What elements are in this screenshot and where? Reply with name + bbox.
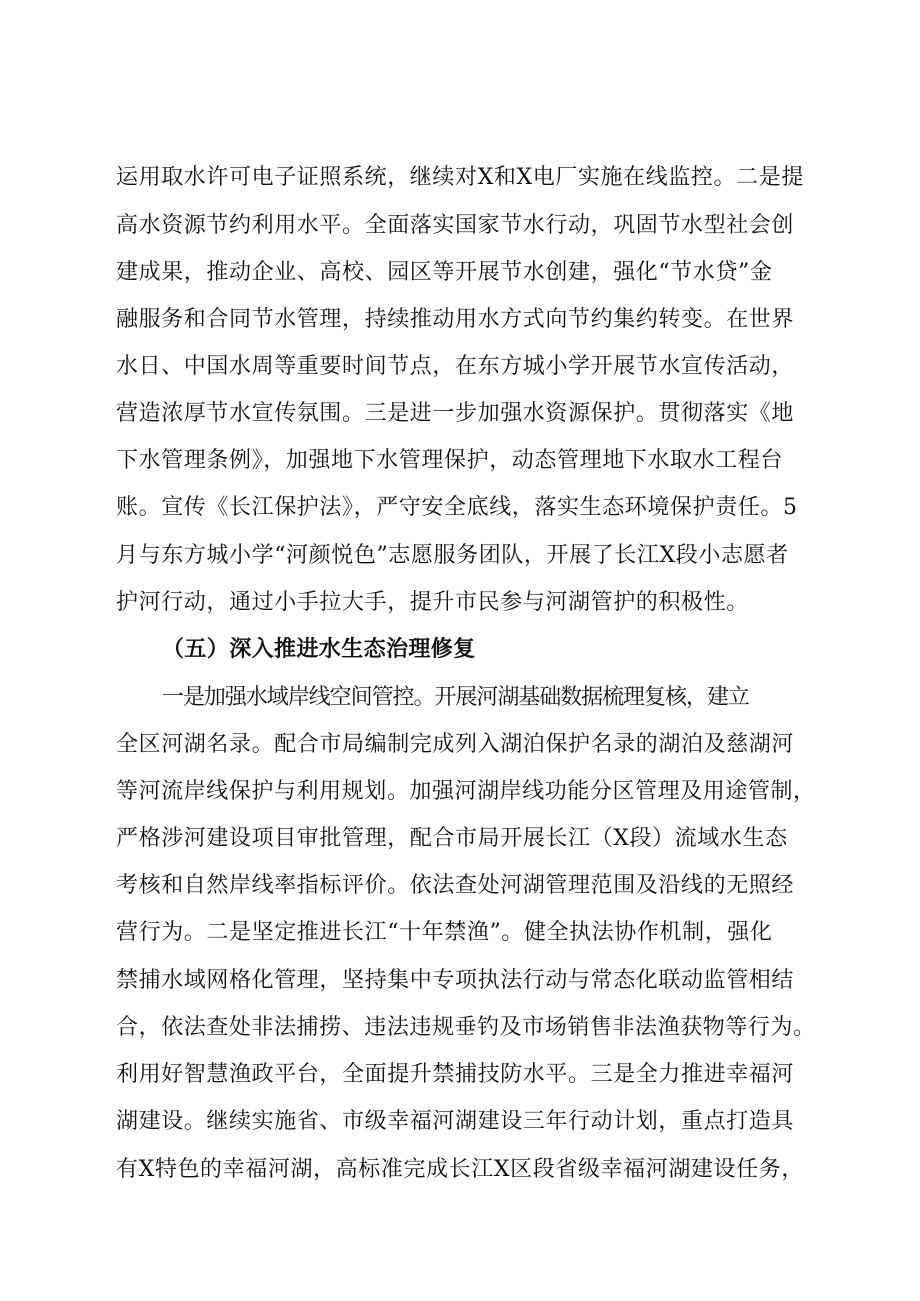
text-line: 营行为。二是坚定推进长江“十年禁渔”。健全执法协作机制，强化 bbox=[116, 920, 773, 945]
text-line: 融服务和合同节水管理，持续推动用水方式向节约集约转变。在世界 bbox=[116, 307, 795, 332]
text-line: 利用好智慧渔政平台，全面提升禁捕技防水平。三是全力推进幸福河 bbox=[116, 1062, 795, 1087]
text-line: 账。宣传《长江保护法》，严守安全底线，落实生态环境保护责任。5 bbox=[116, 495, 798, 520]
text-line: 合，依法查处非法捕捞、违法违规垂钓及市场销售非法渔获物等行为。 bbox=[116, 1015, 816, 1040]
text-line: 高水资源节约利用水平。全面落实国家节水行动，巩固节水型社会创 bbox=[116, 213, 795, 238]
text-line: 严格涉河建设项目审批管理，配合市局开展长江（X段）流域水生态 bbox=[116, 826, 788, 851]
text-line: 考核和自然岸线率指标评价。依法查处河湖管理范围及沿线的无照经 bbox=[116, 873, 795, 898]
text-line: 有X特色的幸福河湖，高标准完成长江X区段省级幸福河湖建设任务， bbox=[116, 1157, 804, 1182]
text-line: 禁捕水域网格化管理，坚持集中专项执法行动与常态化联动监管相结 bbox=[116, 968, 795, 993]
section-heading: （五）深入推进水生态治理修复 bbox=[162, 637, 476, 662]
text-line: 下水管理条例》，加强地下水管理保护，动态管理地下水取水工程台 bbox=[116, 448, 784, 473]
text-line: 等河流岸线保护与利用规划。加强河湖岸线功能分区管理及用途管制， bbox=[116, 779, 816, 804]
text-line: 营造浓厚节水宣传氛围。三是进一步加强水资源保护。贯彻落实《地 bbox=[116, 401, 795, 426]
text-line: 水日、中国水周等重要时间节点，在东方城小学开展节水宣传活动， bbox=[116, 354, 795, 379]
text-line: 护河行动，通过小手拉大手，提升市民参与河湖管护的积极性。 bbox=[116, 590, 749, 615]
text-line: 月与东方城小学“河颜悦色”志愿服务团队，开展了长江X段小志愿者 bbox=[116, 543, 789, 568]
text-line: 全区河湖名录。配合市局编制完成列入湖泊保护名录的湖泊及慈湖河 bbox=[116, 732, 795, 757]
text-line: 湖建设。继续实施省、市级幸福河湖建设三年行动计划，重点打造具 bbox=[116, 1109, 795, 1134]
text-line: 运用取水许可电子证照系统，继续对X和X电厂实施在线监控。二是提 bbox=[116, 165, 804, 190]
text-line: 建成果，推动企业、高校、园区等开展节水创建，强化“节水贷”金 bbox=[116, 260, 773, 285]
text-line: 一是加强水域岸线空间管控。开展河湖基础数据梳理复核，建立 bbox=[162, 685, 749, 710]
